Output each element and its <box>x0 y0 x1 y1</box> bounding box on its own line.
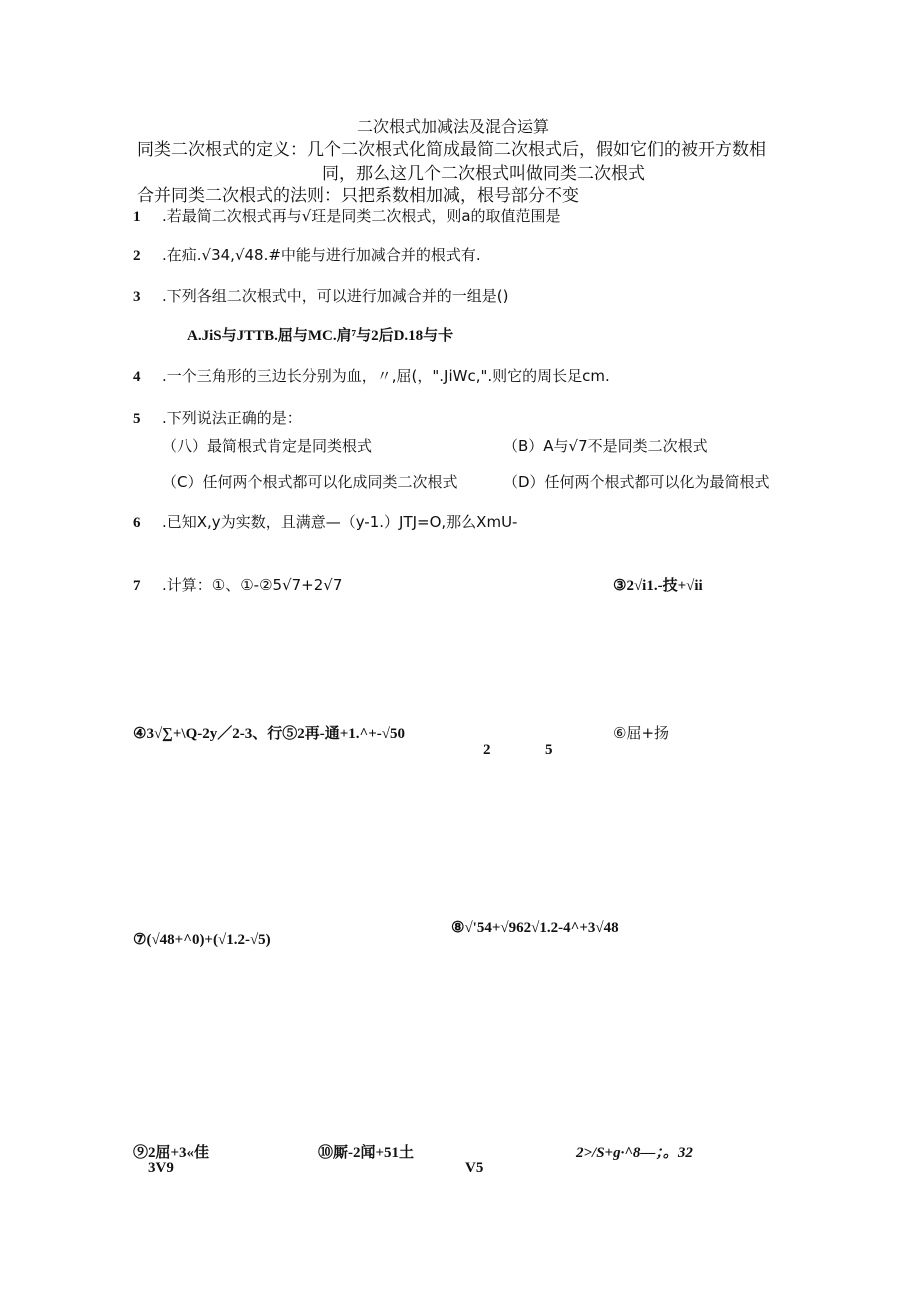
calc-item-3: ③2√i1.-技+√ii <box>613 578 703 594</box>
definition-line-1: 同类二次根式的定义：几个二次根式化简成最简二次根式后，假如它们的被开方数相 <box>137 140 766 160</box>
calc-item-4-denominator-2: 2 <box>483 742 491 758</box>
calc-item-8: ⑧√'54+√962√1.2-4^+3√48 <box>451 920 619 936</box>
question-5 <box>133 407 302 428</box>
question-text: .已知X,y为实数，且满意—（y-1.）JTJ=O,那么XmU- <box>162 513 518 531</box>
calc-item-11: 2>/S+g·^8—；。32 <box>576 1145 693 1161</box>
question-number: 7 <box>133 578 141 594</box>
question-1 <box>133 205 561 226</box>
question-number: 5 <box>133 411 141 427</box>
calc-item-4-denominator-5: 5 <box>545 742 553 758</box>
page-title: 二次根式加减法及混合运算 <box>357 117 550 136</box>
question-text: .一个三角形的三边长分别为血，〃,屈(，".JiWc,".则它的周长足cm. <box>162 367 610 385</box>
calc-item-9: ⑨2屈+3«佳 <box>133 1145 210 1161</box>
question-number: 1 <box>133 209 141 225</box>
question-text: .下列各组二次根式中，可以进行加减合并的一组是() <box>162 287 509 305</box>
calc-item-7: ⑦(√48+^0)+(√1.2-√5) <box>133 932 271 948</box>
question-number: 6 <box>133 515 141 531</box>
question-text: .下列说法正确的是： <box>162 409 302 427</box>
question-2 <box>133 244 481 265</box>
question-6 <box>133 511 517 532</box>
option-a: （八）最简根式肯定是同类根式 <box>162 437 373 455</box>
calc-item-6: ⑥屈+扬 <box>613 724 670 742</box>
question-3-options: A.JiS与JTTB.屈与MC.肩⁷与2后D.18与卡 <box>187 328 454 344</box>
question-text: .在疝.√34,√48.#中能与进行加减合并的根式有. <box>162 246 481 264</box>
merge-rule: 合并同类二次根式的法则：只把系数相加减，根号部分不变 <box>137 186 579 206</box>
option-c: （C）任何两个根式都可以化成同类二次根式 <box>162 473 458 491</box>
question-number: 2 <box>133 248 141 264</box>
calc-item-10-denominator: V5 <box>465 1160 484 1176</box>
question-text: .若最简二次根式再与√玨是同类二次根式，则a的取值范围是 <box>162 207 561 225</box>
question-3 <box>133 285 508 306</box>
calc-item-4-5: ④3√∑+\Q-2y／2-3、行⑤2再-通+1.^+-√50 <box>133 726 406 742</box>
definition-line-2: 同，那么这几个二次根式叫做同类二次根式 <box>322 164 645 184</box>
option-b: （B）A与√7不是同类二次根式 <box>503 437 708 455</box>
calc-item-10: ⑩厮-2闻+51土 <box>318 1145 415 1161</box>
question-number: 4 <box>133 369 141 385</box>
option-d: （D）任何两个根式都可以化为最简根式 <box>503 473 770 491</box>
question-text: .计算：①、①-②5√7+2√7 <box>162 576 343 594</box>
question-4 <box>133 365 610 386</box>
question-number: 3 <box>133 289 141 305</box>
question-7 <box>133 574 342 595</box>
calc-item-9-denominator: 3V9 <box>148 1160 174 1176</box>
